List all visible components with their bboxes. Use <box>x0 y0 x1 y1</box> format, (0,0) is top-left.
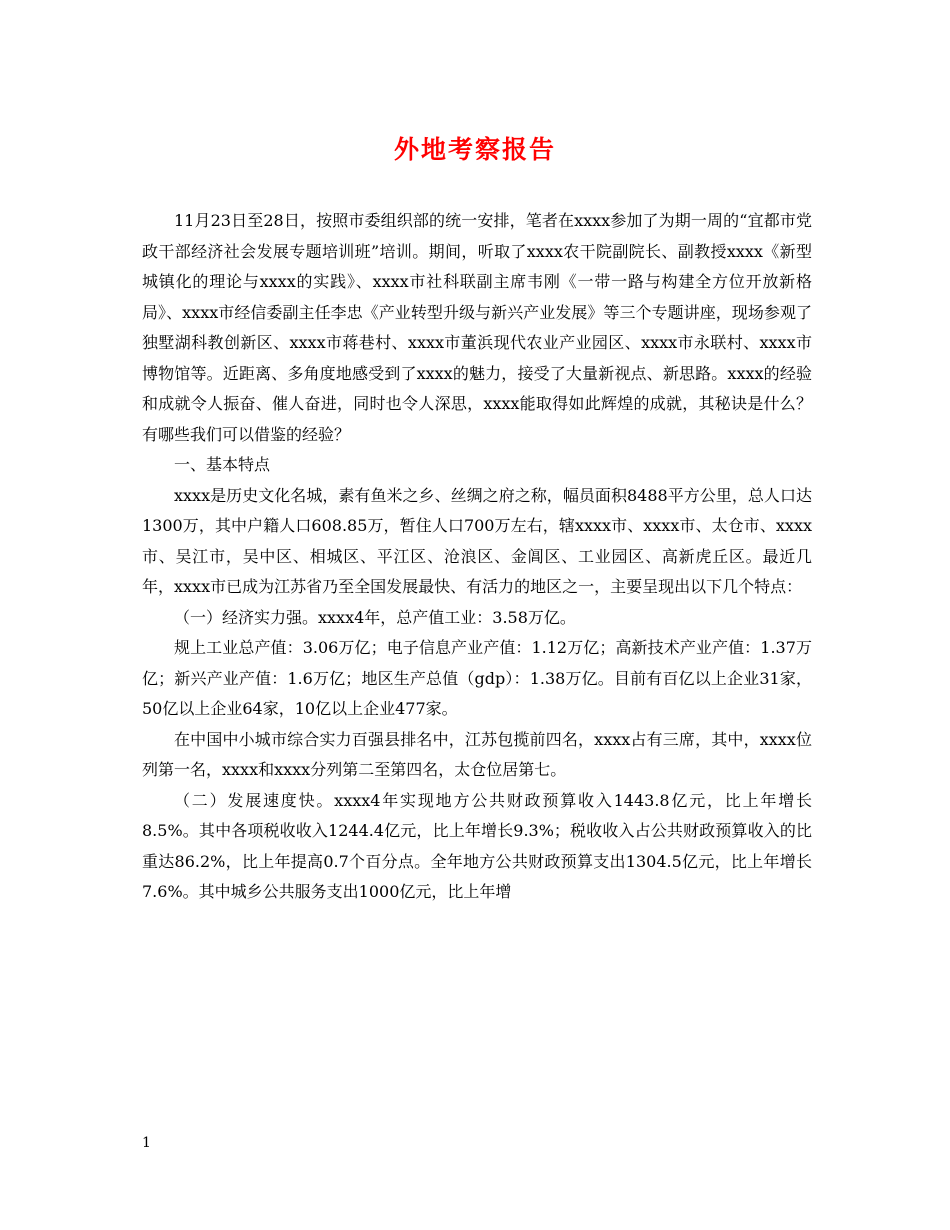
paragraph-development-speed: （二）发展速度快。xxxx4年实现地方公共财政预算收入1443.8亿元，比上年增长8.5%。其中各项税收收入1244.4亿元，比上年增长9.3%；税收收入占公共财政预算收入的比重达86.2%，比上年提高0.7个百分点。全年地方公共财政预算支出1304.5亿元，比上年增长7.6%。其中城乡公共服务支出1000亿元，比上年增 <box>142 790 812 901</box>
page-number: 1 <box>142 1135 151 1151</box>
paragraph-intro: 11月23日至28日，按照市委组织部的统一安排，笔者在xxxx参加了为期一周的“宜都市党政干部经济社会发展专题培训班”培训。期间，听取了xxxx农干院副院长、副教授xxxx《新型城镇化的理论与xxxx的实践》、xxxx市社科联副主席韦刚《一带一路与构建全方位开放新格局》、xxxx市经信委副主任李忠《产业转型升级与新兴产业发展》等三个专题讲座，现场参观了独墅湖科教创新区、xxxx市蒋巷村、xxxx市董浜现代农业产业园区、xxxx市永联村、xxxx市博物馆等。近距离、多角度地感受到了xxxx的魅力，接受了大量新视点、新思路。xxxx的经验和成就令人振奋、催人奋进，同时也令人深思，xxxx能取得如此辉煌的成就，其秘诀是什么？有哪些我们可以借鉴的经验？ <box>142 211 812 444</box>
paragraph-ranking: 在中国中小城市综合实力百强县排名中，江苏包揽前四名，xxxx占有三席，其中，xxxx位列第一名，xxxx和xxxx分列第二至第四名，太仓位居第七。 <box>142 729 812 779</box>
document-body <box>142 206 812 908</box>
section-heading-basic-features: 一、基本特点 <box>174 455 271 474</box>
paragraph-overview: xxxx是历史文化名城，素有鱼米之乡、丝绸之府之称，幅员面积8488平方公里，总人口达1300万，其中户籍人口608.85万，暂住人口700万左右，辖xxxx市、xxxx市、太仓市、xxxx市、吴江市，吴中区、相城区、平江区、沧浪区、金阊区、工业园区、高新虎丘区。最近几年，xxxx市已成为江苏省乃至全国发展最快、有活力的地区之一，主要呈现出以下几个特点： <box>142 485 812 596</box>
paragraph-industry-output: 规上工业总产值：3.06万亿；电子信息产业产值：1.12万亿；高新技术产业产值：1.37万亿；新兴产业产值：1.6万亿；地区生产总值（gdp）：1.38万亿。目前有百亿以上企业31家，50亿以上企业64家，10亿以上企业477家。 <box>142 638 812 718</box>
page-title: 外地考察报告 <box>393 135 556 164</box>
subheading-economic-strength: （一）经济实力强。xxxx4年，总产值工业：3.58万亿。 <box>174 607 576 627</box>
